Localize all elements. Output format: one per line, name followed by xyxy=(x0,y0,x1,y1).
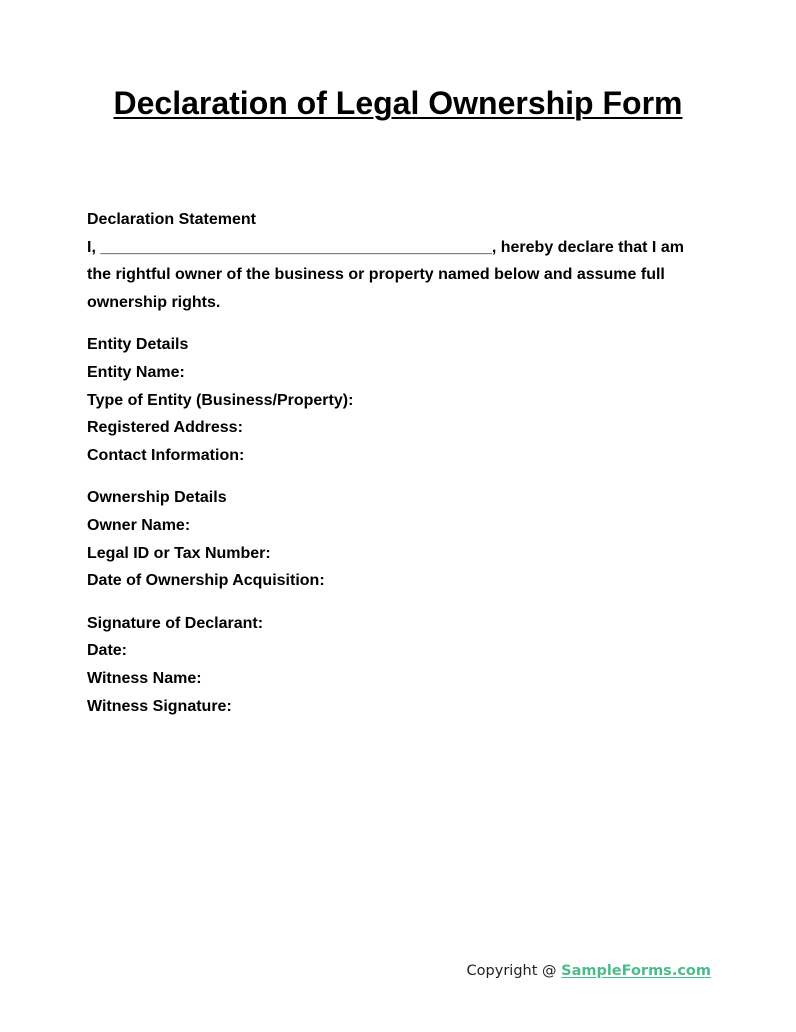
entity-details-heading: Entity Details xyxy=(87,336,189,354)
entity-type-field[interactable]: Type of Entity (Business/Property): xyxy=(87,391,354,409)
copyright-footer xyxy=(467,963,711,979)
declaration-statement: I, ____________________________________________, hereby declare that I am the rightful owner of the business or property named below and assume full ownership rights. xyxy=(87,238,684,311)
owner-name-field[interactable]: Owner Name: xyxy=(87,516,191,534)
declaration-section xyxy=(87,206,727,316)
date-field[interactable]: Date: xyxy=(87,642,128,660)
sampleforms-link[interactable]: SampleForms.com xyxy=(561,963,711,979)
declarant-signature-field[interactable]: Signature of Declarant: xyxy=(87,614,264,632)
registered-address-field[interactable]: Registered Address: xyxy=(87,419,243,437)
legal-id-field[interactable]: Legal ID or Tax Number: xyxy=(87,544,271,562)
contact-information-field[interactable]: Contact Information: xyxy=(87,446,245,464)
copyright-text: Copyright @ xyxy=(466,963,562,979)
entity-name-field[interactable]: Entity Name: xyxy=(87,363,185,381)
witness-name-field[interactable]: Witness Name: xyxy=(87,669,202,687)
signature-section xyxy=(87,610,727,720)
form-body xyxy=(87,206,727,735)
witness-signature-field[interactable]: Witness Signature: xyxy=(87,697,232,715)
page-title: Declaration of Legal Ownership Form xyxy=(113,85,683,121)
entity-details-section xyxy=(87,331,727,469)
ownership-details-section xyxy=(87,484,727,594)
ownership-details-heading: Ownership Details xyxy=(87,489,227,507)
declaration-heading: Declaration Statement xyxy=(87,211,256,228)
acquisition-date-field[interactable]: Date of Ownership Acquisition: xyxy=(87,572,325,590)
